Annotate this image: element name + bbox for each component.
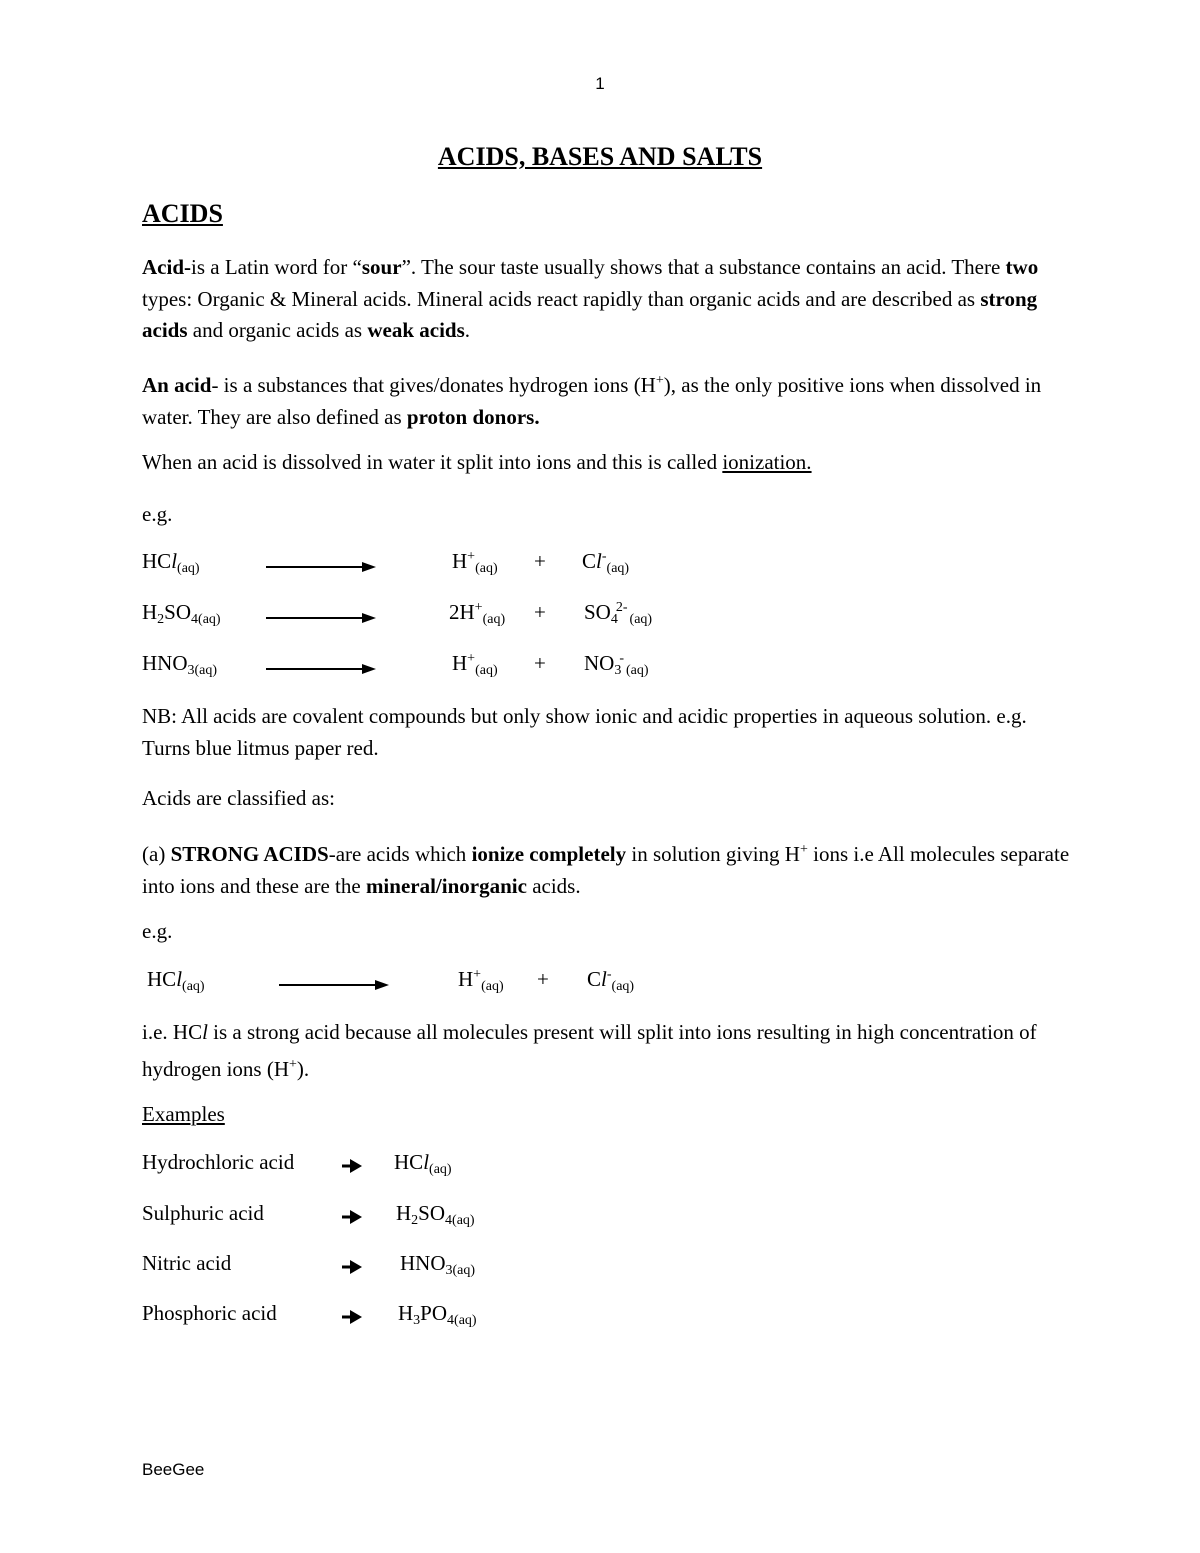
equation-product-1 (458, 967, 504, 995)
subscript: 3(aq) (445, 1263, 476, 1278)
text: is a Latin word for “ (191, 255, 362, 279)
document-title: ACIDS, BASES AND SALTS (437, 142, 763, 171)
text: l (171, 549, 178, 573)
text: H (398, 1301, 414, 1325)
subscript: (aq) (626, 663, 649, 678)
term-proton-donors: proton donors. (406, 404, 540, 429)
superscript: 2- (615, 600, 628, 615)
equation-hcl (142, 549, 1042, 581)
example-row (142, 1251, 842, 1283)
paragraph-ionization (142, 447, 1072, 479)
text: HNO (142, 651, 188, 675)
acid-formula (398, 1301, 477, 1329)
text: H (396, 1201, 412, 1225)
subscript: (aq) (475, 561, 498, 576)
text: C (582, 549, 597, 573)
subscript: (aq) (611, 979, 635, 994)
subscript: (aq) (475, 663, 498, 678)
plus-sign: + (537, 967, 549, 991)
acid-formula (396, 1201, 475, 1229)
text: SO (164, 600, 192, 624)
subscript: 4(aq) (191, 612, 221, 627)
equation-product-1 (449, 600, 505, 628)
acid-name: Hydrochloric acid (142, 1150, 295, 1174)
text: H (452, 549, 468, 573)
examples-heading-text: Examples (142, 1102, 225, 1126)
text: is a strong acid because all molecules present will split into ions resulting in high concentration of hydrogen ions (H (142, 1020, 1037, 1081)
subscript: 4(aq) (447, 1313, 477, 1328)
text: (a) (142, 842, 171, 866)
superscript: - (601, 549, 607, 564)
text: HC (147, 967, 177, 991)
subscript: 3(aq) (187, 663, 218, 678)
paragraph-nb: NB: All acids are covalent compounds but only show ionic and acidic properties in aqueous solution. e.g. Turns blue litmus paper red. (142, 704, 1027, 760)
paragraph-hcl-strong (142, 1017, 1072, 1085)
text: H (142, 600, 158, 624)
equation-reactant (142, 651, 217, 679)
right-arrow-icon (342, 1159, 362, 1173)
paragraph-acid-definition (142, 252, 1072, 347)
text: l (601, 967, 607, 991)
text: NO (584, 651, 615, 675)
term-an-acid: An acid (142, 373, 212, 397)
equation-product-2 (584, 651, 649, 679)
text: ), as the only positive ions when dissolved in water. They are also defined as (142, 373, 1042, 429)
acid-formula (394, 1150, 452, 1178)
subscript: (aq) (481, 979, 504, 994)
acid-name: Phosphoric acid (142, 1301, 277, 1325)
plus-sign: + (534, 549, 546, 573)
equation-hcl-strong (147, 967, 1047, 999)
superscript: + (474, 600, 483, 615)
subscript: 2 (157, 612, 165, 627)
equation-product-1 (452, 549, 498, 577)
text: 2H (449, 600, 475, 624)
section-heading-acids: ACIDS (142, 199, 223, 228)
equation-reactant (142, 549, 200, 577)
text: - is a substances that gives/donates hydrogen ions (H (211, 373, 656, 397)
example-row (142, 1301, 842, 1333)
subscript: (aq) (606, 561, 630, 576)
superscript: - (619, 651, 625, 666)
superscript: + (655, 373, 664, 388)
text: PO (420, 1301, 448, 1325)
equation-product-2 (582, 549, 629, 577)
superscript: + (799, 842, 808, 857)
text: acids. (526, 873, 581, 898)
subscript: (aq) (182, 979, 205, 994)
term-strong-acids: STRONG ACIDS (170, 842, 329, 866)
term-acid: Acid- (142, 255, 191, 279)
equation-product-2 (584, 600, 652, 628)
right-arrow-icon (266, 562, 376, 572)
equation-product-2 (587, 967, 634, 995)
page-number: 1 (595, 74, 605, 93)
text: in solution giving H (626, 842, 800, 866)
superscript: + (288, 1056, 297, 1072)
subscript: 3 (413, 1313, 421, 1328)
equation-product-1 (452, 651, 498, 679)
text: H (452, 651, 468, 675)
text: -are acids which (328, 842, 472, 866)
superscript: - (606, 967, 612, 982)
right-arrow-icon (342, 1260, 362, 1274)
paragraph-classified: Acids are classified as: (142, 786, 336, 810)
superscript: + (467, 651, 476, 666)
term-ionize-completely: ionize completely (471, 842, 627, 866)
right-arrow-icon (266, 664, 376, 674)
text: . (464, 318, 471, 342)
superscript: + (473, 967, 482, 982)
subscript: (aq) (429, 1162, 452, 1177)
text: H (458, 967, 474, 991)
paragraph-an-acid (142, 365, 1072, 433)
term-sour: sour (361, 255, 402, 279)
subscript: 4 (610, 612, 618, 627)
acid-name: Nitric acid (142, 1251, 232, 1275)
acid-formula (400, 1251, 475, 1279)
acid-name: Sulphuric acid (142, 1201, 264, 1225)
term-two: two (1005, 255, 1039, 279)
term-ionization: ionization. (722, 450, 812, 474)
text: ions i.e All molecules separate into ions and these are the (142, 842, 1070, 898)
text: ). (296, 1056, 310, 1081)
equation-h2so4 (142, 600, 1042, 632)
text: ”. The sour taste usually shows that a substance contains an acid. There (401, 255, 1006, 279)
text: i.e. HC (142, 1020, 203, 1044)
right-arrow-icon (266, 613, 376, 623)
text: HC (142, 549, 172, 573)
text: l (202, 1020, 208, 1044)
eg-label-2: e.g. (142, 919, 173, 943)
equation-reactant (142, 600, 221, 628)
examples-heading (142, 1099, 1072, 1131)
text: C (587, 967, 602, 991)
text: SO (418, 1201, 446, 1225)
subscript: (aq) (177, 561, 200, 576)
superscript: + (467, 549, 476, 564)
text: SO (584, 600, 611, 624)
subscript: (aq) (629, 612, 653, 627)
text: l (176, 967, 183, 991)
right-arrow-icon (342, 1310, 362, 1324)
paragraph-strong-acids (142, 834, 1072, 902)
text: HC (394, 1150, 424, 1174)
equation-reactant (147, 967, 205, 995)
text: types: Organic & Mineral acids. Mineral acids react rapidly than organic acids and are described as (142, 286, 981, 311)
example-row (142, 1150, 842, 1182)
footer-author: BeeGee (142, 1460, 205, 1479)
term-mineral-inorganic: mineral/inorganic (365, 873, 527, 898)
text: When an acid is dissolved in water it split into ions and this is called (142, 450, 723, 474)
plus-sign: + (534, 651, 546, 675)
subscript: (aq) (482, 612, 506, 627)
right-arrow-icon (342, 1210, 362, 1224)
subscript: 3 (614, 663, 622, 678)
term-weak-acids: weak acids (367, 318, 465, 342)
text: l (423, 1150, 430, 1174)
right-arrow-icon (279, 980, 389, 990)
subscript: 2 (411, 1213, 419, 1228)
example-row (142, 1201, 842, 1233)
plus-sign: + (534, 600, 546, 624)
equation-hno3 (142, 651, 1042, 683)
text: HNO (400, 1251, 446, 1275)
text: l (596, 549, 602, 573)
text: and organic acids as (187, 318, 368, 342)
eg-label-1: e.g. (142, 502, 173, 526)
term-strong-acids: strong acids (142, 286, 1038, 342)
subscript: 4(aq) (445, 1213, 475, 1228)
